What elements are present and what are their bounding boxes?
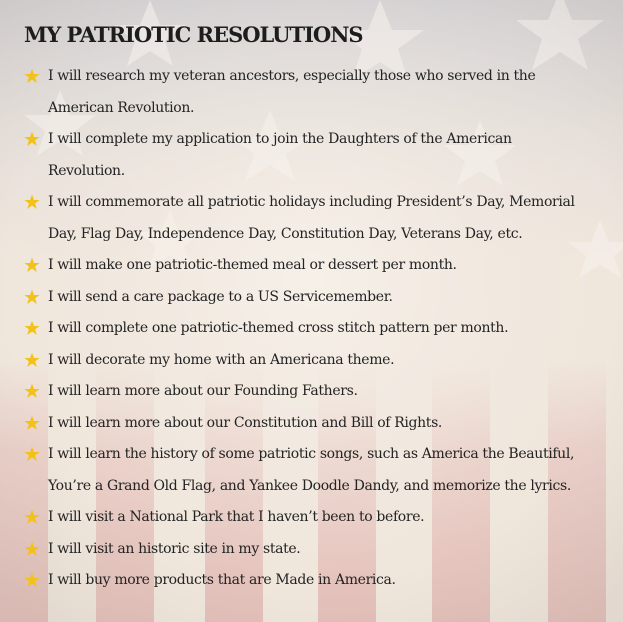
resolution-item: [24, 534, 614, 566]
resolution-text: Day, Flag Day, Independence Day, Constitution Day, Veterans Day, etc.: [48, 225, 523, 242]
resolution-text: I will complete my application to join the Daughters of the American: [48, 131, 512, 147]
resolution-item: [24, 313, 614, 345]
resolution-item: [24, 61, 614, 93]
gold-star-icon: [24, 572, 40, 588]
page-title: MY PATRIOTIC RESOLUTIONS: [24, 22, 363, 47]
resolution-item: [24, 282, 614, 314]
gold-star-icon: [24, 509, 40, 525]
resolution-item-continuation: [24, 471, 614, 503]
gold-star-icon: [24, 320, 40, 336]
resolution-item: [24, 502, 614, 534]
resolution-text: I will learn more about our Constitution and Bill of Rights.: [48, 414, 443, 431]
resolution-item: [24, 187, 614, 219]
resolution-text: Revolution.: [48, 162, 125, 179]
gold-star-icon: [24, 541, 40, 557]
resolution-item: [24, 408, 614, 440]
resolution-item-continuation: [24, 219, 614, 251]
resolution-text: I will make one patriotic-themed meal or dessert per month.: [48, 257, 457, 273]
resolution-item: [24, 124, 614, 156]
resolution-item: [24, 439, 614, 471]
resolution-text: You’re a Grand Old Flag, and Yankee Doodle Dandy, and memorize the lyrics.: [48, 477, 571, 494]
gold-star-icon: [24, 194, 40, 210]
resolution-item: [24, 250, 614, 282]
gold-star-icon: [24, 352, 40, 368]
gold-star-icon: [24, 257, 40, 273]
resolution-item: [24, 376, 614, 408]
resolution-text: I will research my veteran ancestors, especially those who served in the: [48, 68, 536, 84]
resolution-text: I will visit an historic site in my state.: [48, 540, 301, 557]
gold-star-icon: [24, 68, 40, 84]
resolution-text: I will decorate my home with an Americana theme.: [48, 351, 395, 368]
resolution-text: I will complete one patriotic-themed cross stitch pattern per month.: [48, 320, 509, 336]
resolution-text: I will learn more about our Founding Fathers.: [48, 383, 358, 399]
resolution-item-continuation: [24, 156, 614, 188]
resolution-text: I will buy more products that are Made in America.: [48, 572, 396, 588]
gold-star-icon: [24, 131, 40, 147]
resolution-text: I will visit a National Park that I haven’t been to before.: [48, 509, 425, 525]
resolution-list: [24, 61, 614, 597]
resolution-text: American Revolution.: [48, 99, 195, 116]
gold-star-icon: [24, 446, 40, 462]
gold-star-icon: [24, 383, 40, 399]
resolution-item-continuation: [24, 93, 614, 125]
gold-star-icon: [24, 415, 40, 431]
resolution-text: I will commemorate all patriotic holidays including President’s Day, Memorial: [48, 194, 575, 210]
resolution-text: I will learn the history of some patriotic songs, such as America the Beautiful,: [48, 446, 575, 462]
gold-star-icon: [24, 289, 40, 305]
resolution-item: [24, 345, 614, 377]
resolution-item: [24, 565, 614, 597]
resolution-text: I will send a care package to a US Servicemember.: [48, 288, 393, 305]
